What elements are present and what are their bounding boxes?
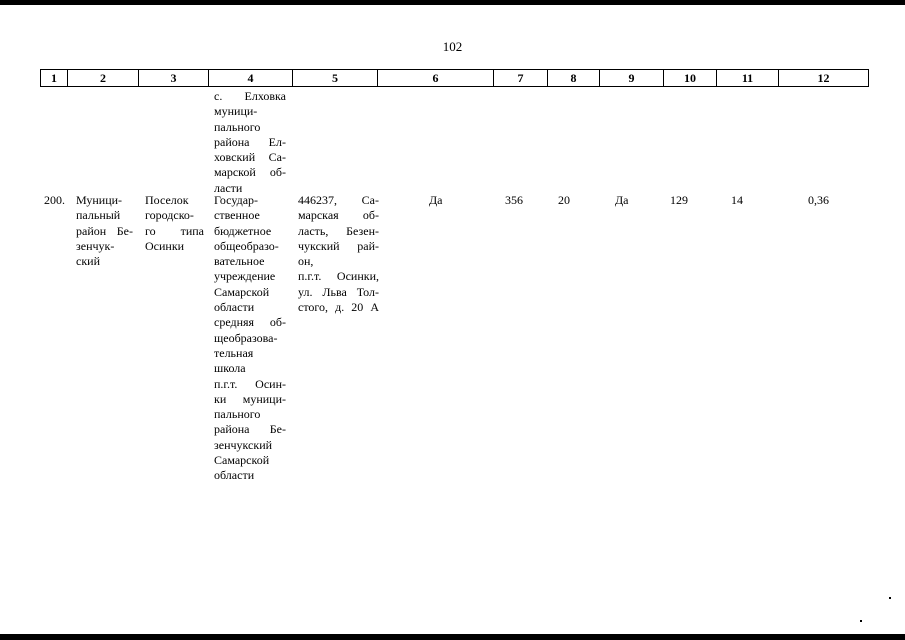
text-line: Осинки: [145, 238, 185, 253]
row-col10-value: 129: [670, 193, 688, 207]
header-cell: 9: [600, 70, 664, 87]
text-line: муници-: [214, 104, 258, 119]
text-line: марская об-: [298, 208, 379, 223]
text-line: ховский Са-: [214, 150, 286, 165]
header-cell: 4: [209, 70, 293, 87]
row-col7-value: 356: [505, 193, 523, 207]
header-cell: 5: [293, 70, 378, 87]
text-line: п.г.т. Осин-: [214, 376, 286, 391]
text-line: зенчук-: [76, 238, 115, 253]
text-line: ственное: [214, 208, 260, 223]
text-line: стого, д. 20 А: [298, 300, 379, 315]
text-line: ский: [76, 254, 100, 269]
text-line: школа: [214, 361, 246, 376]
text-line: пального: [214, 119, 261, 134]
row-col8-value: 20: [558, 193, 570, 207]
text-line: чукский рай-: [298, 238, 379, 253]
scan-speck: [889, 597, 891, 599]
text-line: он,: [298, 254, 314, 269]
row-col2-district: [76, 193, 133, 269]
header-cell: 1: [41, 70, 68, 87]
row-col3-settlement: [145, 193, 204, 254]
text-line: общеобразо-: [214, 238, 279, 253]
text-line: ласти: [214, 180, 243, 195]
row-number: 200.: [44, 193, 65, 207]
text-line: пального: [214, 407, 261, 422]
row-col6-value: Да: [429, 193, 443, 207]
text-line: учреждение: [214, 269, 276, 284]
header-cell: 12: [779, 70, 869, 87]
text-line: п.г.т. Осинки,: [298, 269, 379, 284]
text-line: вательное: [214, 254, 265, 269]
top-border: [0, 0, 905, 5]
header-cell: 2: [68, 70, 139, 87]
header-cell: 11: [717, 70, 779, 87]
text-line: Муници-: [76, 193, 123, 207]
text-line: ул. Льва Тол-: [298, 284, 379, 299]
scan-speck: [860, 620, 862, 622]
text-line: зенчукский: [214, 437, 273, 452]
continuation-col4: [214, 89, 286, 196]
text-line: бюджетное: [214, 223, 272, 238]
header-cell: 6: [378, 70, 494, 87]
text-line: Поселок: [145, 193, 189, 207]
header-cell: 10: [664, 70, 717, 87]
text-line: марской об-: [214, 165, 286, 180]
text-line: области: [214, 468, 255, 483]
text-line: городско-: [145, 208, 194, 223]
header-cell: 8: [548, 70, 600, 87]
header-cell: 7: [494, 70, 548, 87]
text-line: го типа: [145, 223, 204, 238]
header-row: [41, 70, 869, 87]
text-line: средняя об-: [214, 315, 286, 330]
header-cell: 3: [139, 70, 209, 87]
text-line: щеобразова-: [214, 330, 278, 345]
text-line: ласть, Безен-: [298, 223, 379, 238]
row-col12-value: 0,36: [808, 193, 829, 207]
row-col11-value: 14: [731, 193, 743, 207]
text-line: тельная: [214, 345, 254, 360]
row-col9-value: Да: [615, 193, 629, 207]
row-col5-address: [298, 193, 379, 315]
text-line: района Бе-: [214, 422, 286, 437]
text-line: с. Елховка: [214, 89, 286, 103]
text-line: Самарской: [214, 284, 270, 299]
text-line: Самарской: [214, 453, 270, 468]
text-line: пальный: [76, 208, 121, 223]
text-line: 446237, Са-: [298, 193, 379, 207]
column-header-table: [40, 69, 869, 87]
text-line: район Бе-: [76, 223, 133, 238]
text-line: ки муници-: [214, 391, 286, 406]
text-line: района Ел-: [214, 134, 286, 149]
page-number: 102: [442, 39, 463, 54]
row-col4-institution: [214, 193, 286, 484]
text-line: Государ-: [214, 193, 259, 207]
text-line: области: [214, 300, 255, 315]
bottom-border: [0, 634, 905, 640]
